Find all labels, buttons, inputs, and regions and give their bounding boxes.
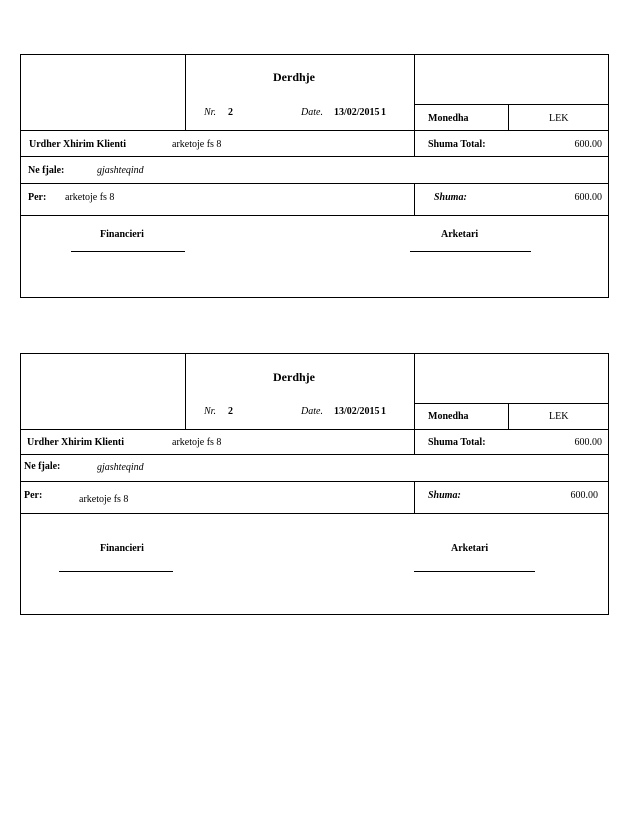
payment-slip-2 <box>20 353 609 615</box>
nr-label: Nr. <box>204 107 216 118</box>
per-label: Per: <box>28 192 47 203</box>
header-divider-left <box>185 55 186 130</box>
date-suffix: 1 <box>381 107 386 118</box>
header-bottom-line <box>21 130 609 131</box>
date-label: Date. <box>301 107 323 118</box>
words-value: gjashteqind <box>97 462 144 473</box>
currency-box-top-line <box>414 104 609 105</box>
date-value: 13/02/2015 <box>334 406 380 417</box>
order-description: arketoje fs 8 <box>172 139 222 150</box>
words-row-bottom-line <box>21 481 609 482</box>
signature-line-financier <box>71 251 185 252</box>
total-divider <box>414 429 415 454</box>
amount-divider <box>414 183 415 215</box>
currency-label: Monedha <box>428 113 469 124</box>
words-label: Ne fjale: <box>28 165 65 176</box>
currency-label: Monedha <box>428 411 469 422</box>
currency-divider <box>508 104 509 130</box>
amount-value: 600.00 <box>570 490 598 501</box>
slip-title: Derdhje <box>273 70 315 84</box>
signature-line-financier <box>59 571 173 572</box>
signature-label-financier: Financieri <box>100 229 144 240</box>
signature-label-cashier: Arketari <box>451 543 489 554</box>
header-divider-right <box>414 55 415 130</box>
per-value: arketoje fs 8 <box>79 494 129 505</box>
amount-value: 600.00 <box>574 192 602 203</box>
words-value: gjashteqind <box>97 165 144 176</box>
order-row-bottom-line <box>21 454 609 455</box>
per-row-bottom-line <box>21 215 609 216</box>
signature-label-cashier: Arketari <box>441 229 479 240</box>
total-value: 600.00 <box>574 139 602 150</box>
amount-label: Shuma: <box>434 192 467 203</box>
per-value: arketoje fs 8 <box>65 192 115 203</box>
payment-slip-1 <box>20 54 609 298</box>
currency-value: LEK <box>549 113 569 124</box>
order-label: Urdher Xhirim Klienti <box>29 139 127 150</box>
words-row-bottom-line <box>21 183 609 184</box>
signature-line-cashier <box>414 571 535 572</box>
total-label: Shuma Total: <box>428 437 486 448</box>
currency-box-top-line <box>414 403 609 404</box>
words-label: Ne fjale: <box>24 461 61 472</box>
order-row-bottom-line <box>21 156 609 157</box>
date-value: 13/02/2015 <box>334 107 380 118</box>
header-bottom-line <box>21 429 609 430</box>
total-label: Shuma Total: <box>428 139 486 150</box>
signature-label-financier: Financieri <box>100 543 144 554</box>
slip-title: Derdhje <box>273 370 315 384</box>
amount-divider <box>414 481 415 513</box>
currency-value: LEK <box>549 411 569 422</box>
signature-line-cashier <box>410 251 531 252</box>
nr-label: Nr. <box>204 406 216 417</box>
total-divider <box>414 130 415 156</box>
order-description: arketoje fs 8 <box>172 437 222 448</box>
amount-label: Shuma: <box>428 490 461 501</box>
header-divider-left <box>185 354 186 429</box>
date-label: Date. <box>301 406 323 417</box>
date-suffix: 1 <box>381 406 386 417</box>
per-row-bottom-line <box>21 513 609 514</box>
nr-value: 2 <box>228 406 233 417</box>
currency-divider <box>508 403 509 429</box>
order-label: Urdher Xhirim Klienti <box>27 437 125 448</box>
header-divider-right <box>414 354 415 429</box>
nr-value: 2 <box>228 107 233 118</box>
per-label: Per: <box>24 490 43 501</box>
total-value: 600.00 <box>574 437 602 448</box>
